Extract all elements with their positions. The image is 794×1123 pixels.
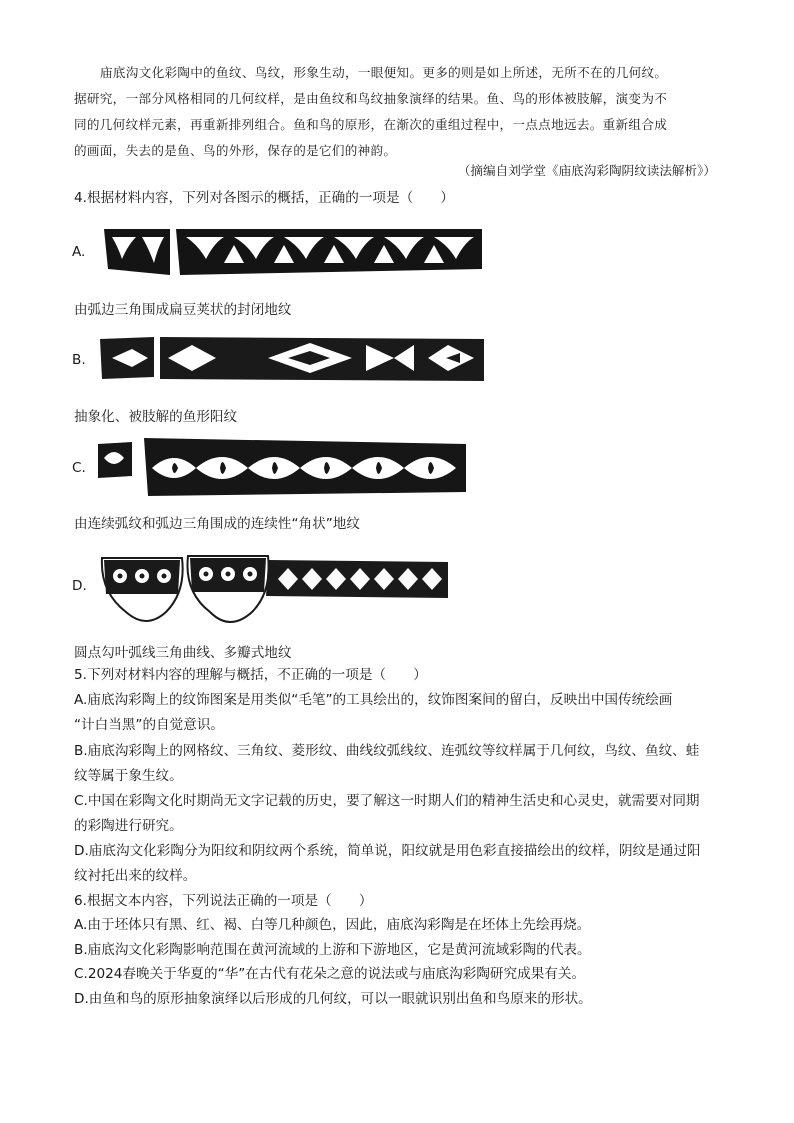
passage-line: 据研究，一部分风格相同的几何纹样，是由鱼纹和鸟纹抽象演绎的结果。鱼、鸟的形体被肢解，演变为不 bbox=[74, 91, 668, 106]
question-6-option-b: B.庙底沟文化彩陶影响范围在黄河流域的上游和下游地区，它是黄河流域彩陶的代表。 bbox=[74, 941, 591, 958]
question-6-option-a: A.由于坯体只有黑、红、褐、白等几种颜色，因此，庙底沟彩陶是在坯体上先绘再烧。 bbox=[74, 917, 591, 933]
passage-line: 的画面，失去的是鱼、鸟的外形，保存的是它们的神韵。 bbox=[74, 143, 397, 158]
option-b-label: B. bbox=[72, 352, 86, 368]
option-line: 的彩陶进行研究。 bbox=[74, 817, 183, 834]
option-line: 纹等属于象生纹。 bbox=[74, 767, 183, 784]
option-d-label: D. bbox=[72, 578, 87, 594]
option-line: A.庙底沟彩陶上的纹饰图案是用类似“毛笔”的工具绘出的，纹饰图案间的留白，反映出中国传统绘画 bbox=[74, 692, 673, 708]
passage-line: 庙底沟文化彩陶中的鱼纹、鸟纹，形象生动，一眼便知。更多的则是如上所述，无所不在的几何纹。 bbox=[100, 65, 668, 80]
pattern-figure-a bbox=[98, 223, 484, 283]
pattern-figure-d bbox=[96, 548, 452, 634]
pattern-figure-c bbox=[94, 436, 468, 500]
question-5-option-a bbox=[74, 688, 724, 737]
pattern-figure-b bbox=[98, 331, 486, 387]
question-6-option-d: D.由鱼和鸟的原形抽象演绎以后形成的几何纹，可以一眼就识别出鱼和鸟原来的形状。 bbox=[74, 990, 592, 1007]
option-b-caption: 抽象化、被肢解的鱼形阳纹 bbox=[74, 409, 238, 425]
question-4-stem: 4.根据材料内容，下列对各图示的概括，正确的一项是（ ） bbox=[74, 190, 454, 206]
passage-paragraph bbox=[74, 60, 722, 164]
option-line: “计白当黑”的自觉意识。 bbox=[74, 716, 225, 733]
passage-line: 同的几何纹样元素，再重新排列组合。鱼和鸟的原形，在渐次的重组过程中，一点点地远去。重新组合成 bbox=[74, 117, 668, 132]
question-6-option-c: C.2024春晚关于华夏的“华”在古代有花朵之意的说法或与庙底沟彩陶研究成果有关。 bbox=[74, 966, 586, 982]
option-line: D.庙底沟文化彩陶分为阳纹和阴纹两个系统，简单说，阳纹就是用色彩直接描绘出的纹样，阴纹是通过阳 bbox=[74, 843, 701, 859]
option-c-label: C. bbox=[72, 460, 86, 476]
question-6-stem: 6.根据文本内容，下列说法正确的一项是（ ） bbox=[74, 893, 373, 909]
option-line: B.庙底沟彩陶上的网格纹、三角纹、菱形纹、曲线纹弧线纹、连弧纹等纹样属于几何纹，鸟纹、鱼纹、蛙 bbox=[74, 743, 700, 759]
option-d-caption: 圆点勾叶弧线三角曲线、多瓣式地纹 bbox=[74, 645, 292, 661]
question-5-option-b bbox=[74, 739, 724, 788]
option-a-caption: 由弧边三角围成扁豆荚状的封闭地纹 bbox=[74, 302, 292, 318]
passage-source: （摘编自刘学堂《庙底沟彩陶阴纹读法解析》） bbox=[457, 163, 716, 178]
question-6-options bbox=[74, 913, 724, 1011]
question-5-option-d bbox=[74, 839, 724, 888]
question-5-stem: 5.下列对材料内容的理解与概括，不正确的一项是（ ） bbox=[74, 667, 427, 683]
option-a-label: A. bbox=[72, 244, 86, 260]
question-5-option-c bbox=[74, 789, 724, 838]
option-line: 纹衬托出来的纹样。 bbox=[74, 867, 197, 884]
option-line: C.中国在彩陶文化时期尚无文字记载的历史，要了解这一时期人们的精神生活史和心灵史，就需要对同期 bbox=[74, 793, 700, 809]
option-c-caption: 由连续弧纹和弧边三角围成的连续性“角状”地纹 bbox=[74, 516, 360, 532]
